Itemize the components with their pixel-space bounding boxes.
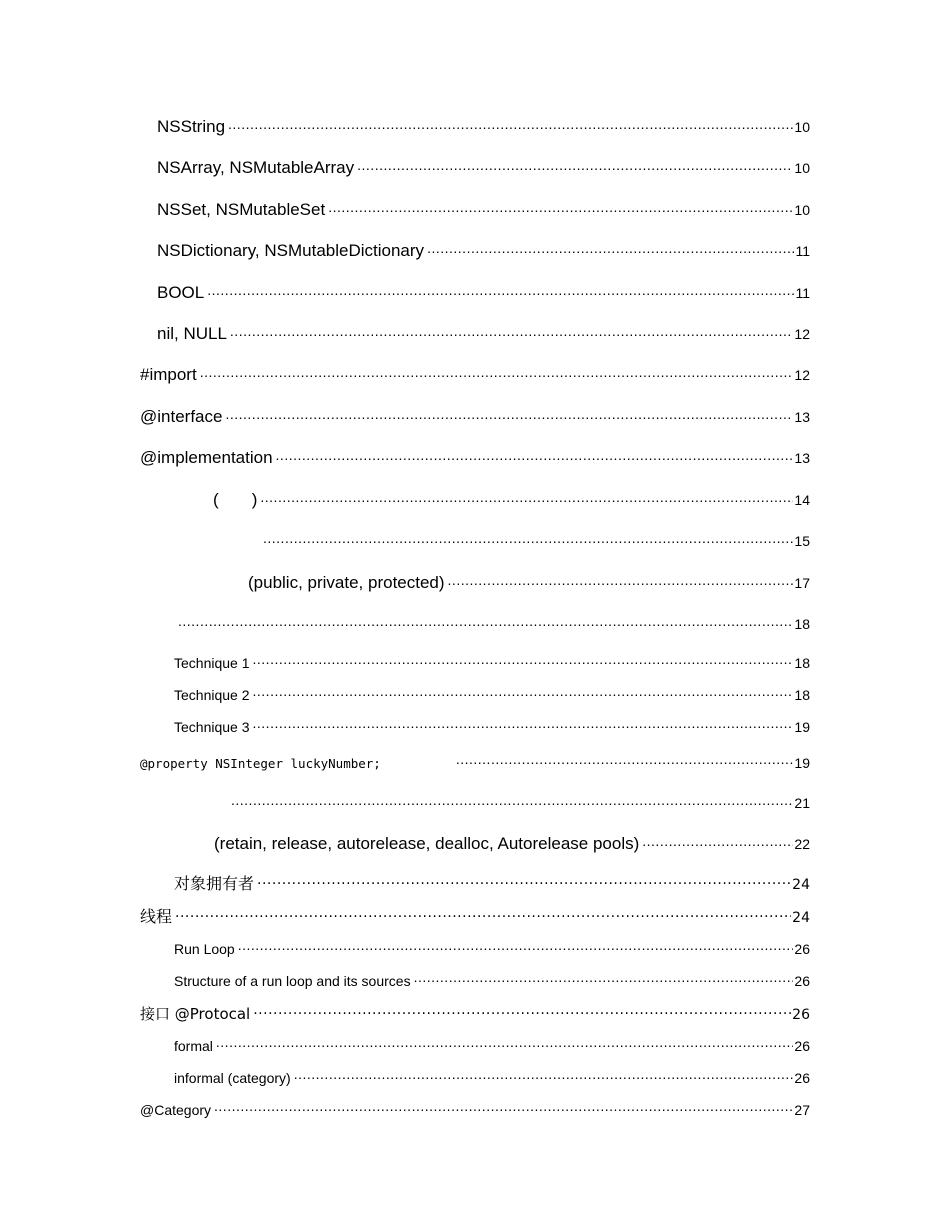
toc-entry[interactable] <box>0 485 810 511</box>
toc-leader-dots <box>263 526 793 546</box>
toc-entry[interactable] <box>0 195 810 221</box>
toc-leader-dots <box>178 609 793 629</box>
toc-entry[interactable] <box>0 236 810 262</box>
toc-entry-label: Technique 2 <box>174 686 250 703</box>
toc-entry-label: (retain, release, autorelease, dealloc, Autorelease pools) <box>214 834 640 854</box>
toc-entry-label: NSDictionary, NSMutableDictionary <box>157 241 425 261</box>
toc-entry-page: 12 <box>794 367 810 384</box>
toc-entry[interactable] <box>0 651 810 672</box>
toc-entry-label: (public, private, protected) <box>248 573 445 593</box>
toc-entry-page: 13 <box>794 409 810 426</box>
toc-entry-label: informal (category) <box>174 1069 291 1086</box>
toc-leader-dots <box>253 1001 791 1019</box>
toc-entry-label: Technique 3 <box>174 718 250 735</box>
toc-entry-label: NSArray, NSMutableArray <box>157 158 355 178</box>
toc-leader-dots <box>214 1098 793 1115</box>
toc-leader-dots <box>294 1066 794 1083</box>
toc-entry-label: Structure of a run loop and its sources <box>174 972 411 989</box>
toc-entry[interactable] <box>0 278 810 304</box>
toc-leader-dots <box>642 829 793 849</box>
toc-entry-label: 接口 @Protocal <box>140 1005 251 1023</box>
toc-entry-page: 27 <box>794 1101 810 1118</box>
toc-entry[interactable] <box>0 715 810 736</box>
toc-entry-label: Technique 1 <box>174 654 250 671</box>
toc-leader-dots <box>175 903 791 922</box>
toc-entry-label: 线程 <box>140 907 173 927</box>
toc-entry[interactable] <box>0 969 810 990</box>
toc-entry-label: @implementation <box>140 448 273 468</box>
toc-leader-dots <box>448 568 794 588</box>
toc-leader-dots <box>231 788 793 808</box>
toc-entry-label: @property NSInteger luckyNumber; <box>140 755 381 771</box>
toc-entry-label: nil, NULL <box>157 324 227 344</box>
toc-entry-label: NSString <box>157 117 226 137</box>
toc-leader-dots <box>414 969 794 986</box>
toc-entry[interactable] <box>0 1098 810 1119</box>
toc-leader-dots <box>200 360 794 380</box>
toc-entry[interactable] <box>0 870 810 894</box>
toc-entry[interactable] <box>0 788 810 812</box>
toc-entry-label: #import <box>140 365 197 385</box>
toc-entry-page: 13 <box>794 450 810 467</box>
toc-entry-page: 24 <box>792 877 810 894</box>
toc-entry-label: formal <box>174 1037 213 1054</box>
toc-entry-label: ( ) <box>213 490 258 510</box>
toc-leader-dots <box>257 870 791 889</box>
toc-leader-dots <box>427 236 794 256</box>
toc-entry-page: 19 <box>794 718 810 735</box>
toc-entry[interactable] <box>0 402 810 428</box>
toc-leader-dots <box>456 751 794 768</box>
toc-entry-label: @interface <box>140 407 223 427</box>
toc-entry-page: 15 <box>794 533 810 550</box>
toc-entry-page: 18 <box>794 686 810 703</box>
toc-leader-dots <box>228 112 793 132</box>
toc-entry[interactable] <box>0 609 810 633</box>
toc-entry-label: @Category <box>140 1101 212 1118</box>
toc-entry-label: NSSet, NSMutableSet <box>157 200 326 220</box>
toc-entry-page: 18 <box>794 616 810 633</box>
toc-leader-dots <box>357 153 793 173</box>
toc-entry-page: 26 <box>792 1007 810 1023</box>
toc-entry[interactable] <box>0 937 810 958</box>
toc-entry-page: 10 <box>794 160 810 177</box>
toc-leader-dots <box>328 195 793 215</box>
toc-leader-dots <box>230 319 794 339</box>
toc-leader-dots <box>253 651 794 668</box>
toc-leader-dots <box>207 278 794 298</box>
toc-entry-label: 对象拥有者 <box>174 874 255 894</box>
toc-entry-label: BOOL <box>157 283 205 303</box>
toc-entry[interactable] <box>0 153 810 179</box>
toc-entry-label: Run Loop <box>174 940 235 957</box>
toc-entry[interactable] <box>0 526 810 550</box>
toc-entry-page: 21 <box>794 795 810 812</box>
toc-entry[interactable] <box>0 443 810 469</box>
toc-entry-page: 24 <box>792 910 810 927</box>
toc-leader-dots <box>225 402 793 422</box>
toc-entry-page: 26 <box>794 972 810 989</box>
toc-entry[interactable] <box>0 1001 810 1024</box>
toc-entry-page: 18 <box>794 654 810 671</box>
toc-entry-page: 26 <box>794 1037 810 1054</box>
toc-leader-dots <box>253 715 794 732</box>
toc-entry-page: 11 <box>795 243 810 260</box>
toc-leader-dots <box>216 1034 794 1051</box>
toc-entry[interactable] <box>0 829 810 855</box>
toc-entry-page: 10 <box>794 119 810 136</box>
toc-entry[interactable] <box>0 903 810 927</box>
toc-entry[interactable] <box>0 751 810 772</box>
toc-entry[interactable] <box>0 360 810 386</box>
toc-entry-page: 14 <box>794 492 810 509</box>
toc-entry-page: 10 <box>794 202 810 219</box>
toc-entry[interactable] <box>0 683 810 704</box>
toc-entry-page: 17 <box>794 575 810 592</box>
toc-entry[interactable] <box>0 112 810 138</box>
toc-entry-page: 19 <box>794 754 810 771</box>
toc-leader-dots <box>276 443 794 463</box>
toc-entry-page: 26 <box>794 940 810 957</box>
toc-entry-page: 22 <box>794 836 810 853</box>
toc-leader-dots <box>253 683 794 700</box>
toc-entry[interactable] <box>0 568 810 594</box>
toc-entry-page: 11 <box>795 285 810 302</box>
toc-entry-page: 26 <box>794 1069 810 1086</box>
toc-entry[interactable] <box>0 1034 810 1055</box>
toc-leader-dots <box>260 485 793 505</box>
toc-entry[interactable] <box>0 1066 810 1087</box>
toc-entry-page: 12 <box>794 326 810 343</box>
toc-leader-dots <box>238 937 794 954</box>
toc-entry[interactable] <box>0 319 810 345</box>
